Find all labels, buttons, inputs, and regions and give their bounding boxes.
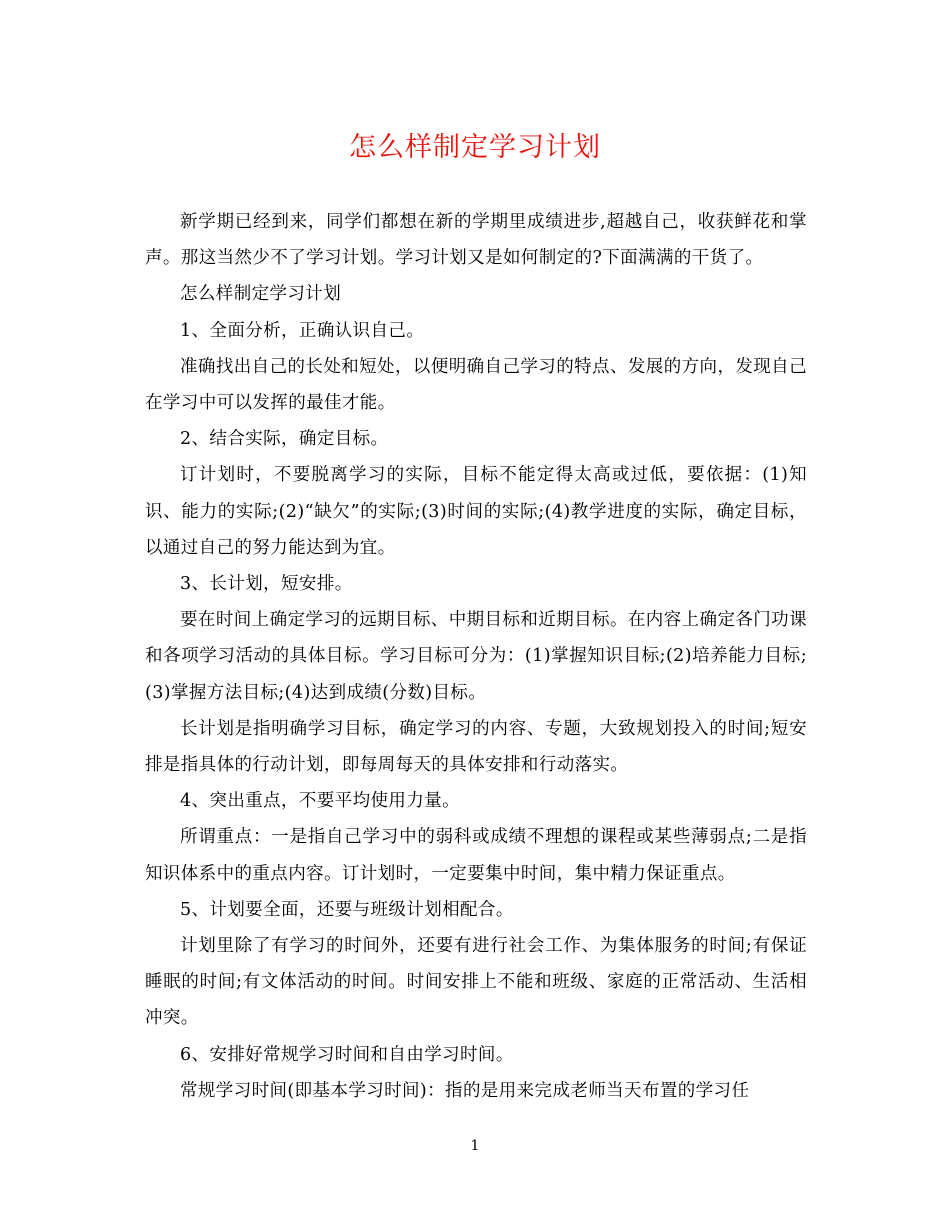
point-body-3a: 要在时间上确定学习的远期目标、中期目标和近期目标。在内容上确定各门功课和各项学习活动的具体目标。学习目标可分为：(1)掌握知识目标;(2)培养能力目标;(3)掌握方法目标;(4)达到成绩(分数)目标。 — [145, 610, 807, 703]
point-heading-3: 3、长计划，短安排。 — [180, 574, 353, 595]
point-heading-5: 5、计划要全面，还要与班级计划相配合。 — [180, 899, 514, 920]
point-heading-2: 2、结合实际，确定目标。 — [180, 429, 389, 450]
document-body — [145, 204, 807, 1109]
point-heading-4: 4、突出重点，不要平均使用力量。 — [180, 791, 461, 812]
point-body-1: 准确找出自己的长处和短处，以便明确自己学习的特点、发展的方向，发现自己在学习中可以发挥的最佳才能。 — [145, 356, 807, 414]
page-title: 怎么样制定学习计划 — [349, 132, 601, 163]
point-body-6: 常规学习时间(即基本学习时间)：指的是用来完成老师当天布置的学习任 — [180, 1080, 750, 1101]
page-number: 1 — [470, 1138, 480, 1154]
point-heading-6: 6、安排好常规学习时间和自由学习时间。 — [180, 1044, 514, 1065]
section-heading: 怎么样制定学习计划 — [180, 284, 342, 305]
point-body-3b: 长计划是指明确学习目标，确定学习的内容、专题，大致规划投入的时间;短安排是指具体的行动计划，即每周每天的具体安排和行动落实。 — [145, 718, 807, 776]
point-body-4: 所谓重点：一是指自己学习中的弱科或成绩不理想的课程或某些薄弱点;二是指知识体系中的重点内容。订计划时，一定要集中时间，集中精力保证重点。 — [145, 827, 807, 884]
point-body-2: 订计划时，不要脱离学习的实际，目标不能定得太高或过低，要依据：(1)知识、能力的实际;(2)“缺欠”的实际;(3)时间的实际;(4)教学进度的实际，确定目标，以通过自己的努力能达到为宜。 — [145, 465, 807, 558]
point-heading-1: 1、全面分析，正确认识自己。 — [180, 320, 425, 341]
intro-paragraph: 新学期已经到来，同学们都想在新的学期里成绩进步,超越自己，收获鲜花和掌声。那这当然少不了学习计划。学习计划又是如何制定的?下面满满的干货了。 — [145, 212, 807, 269]
point-body-5: 计划里除了有学习的时间外，还要有进行社会工作、为集体服务的时间;有保证睡眠的时间;有文体活动的时间。时间安排上不能和班级、家庭的正常活动、生活相冲突。 — [145, 936, 807, 1029]
